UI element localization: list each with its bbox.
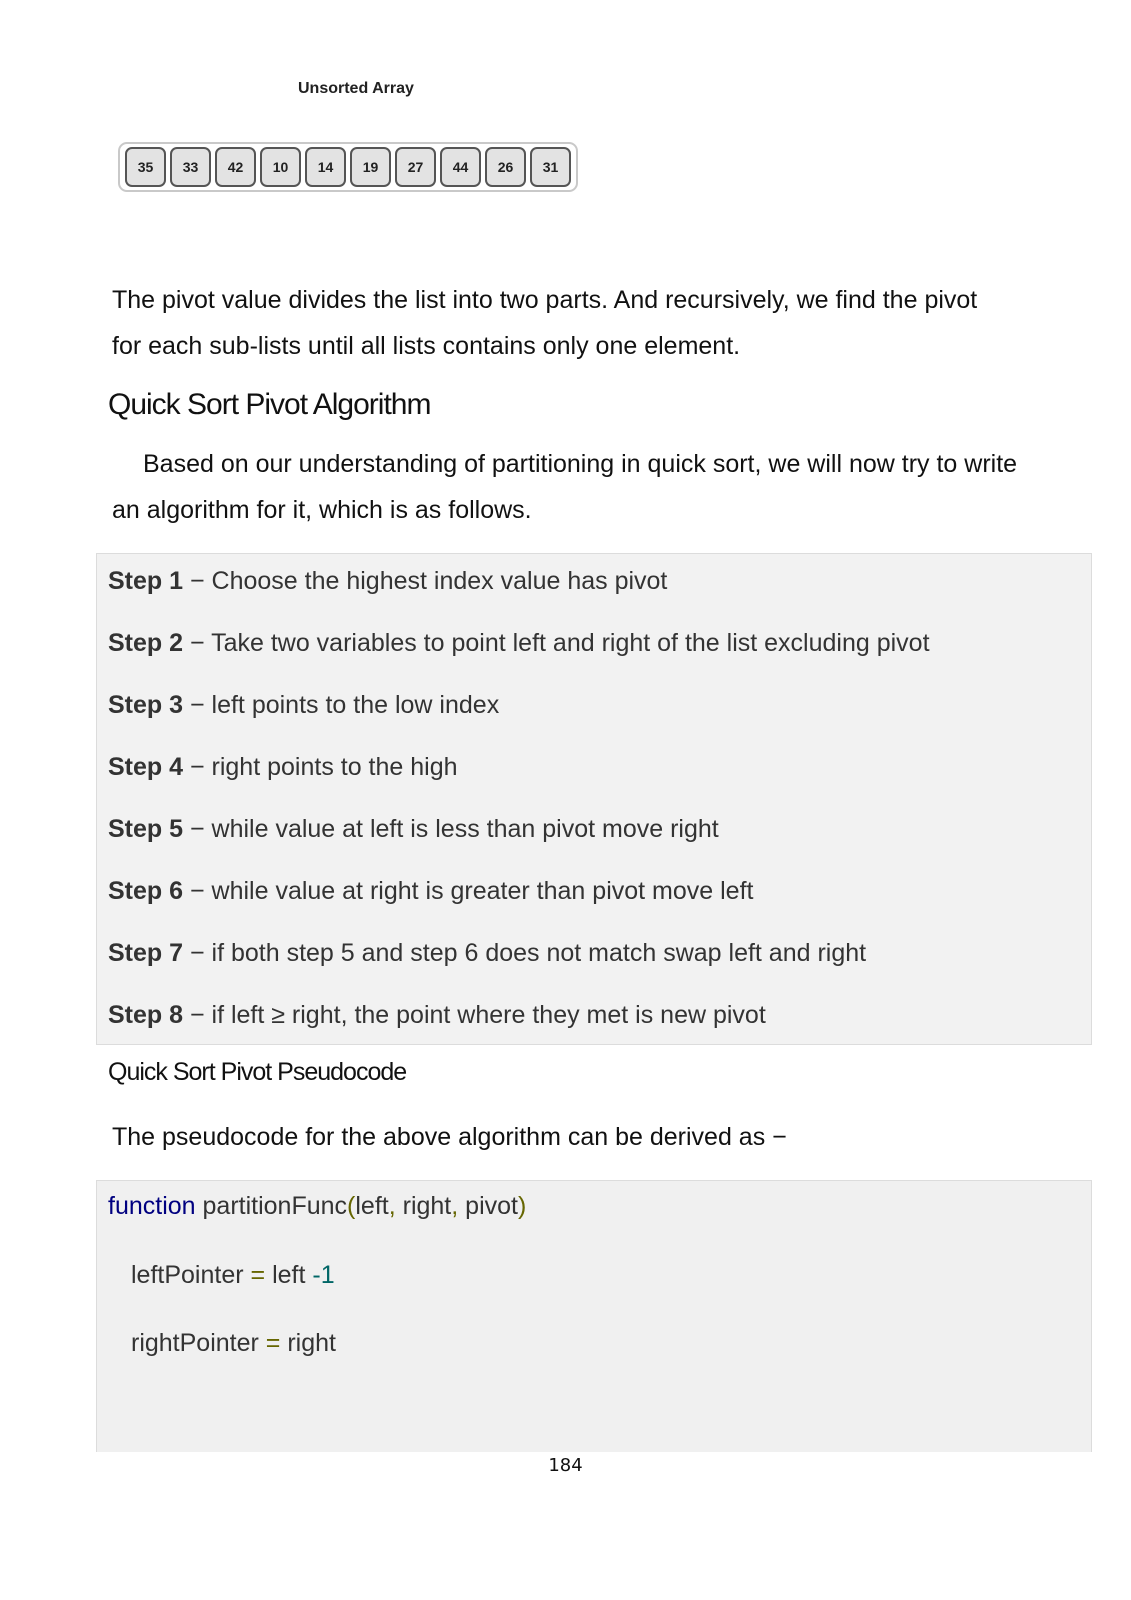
array-cell: 33 — [170, 147, 211, 187]
array-cell: 26 — [485, 147, 526, 187]
intro-line-1: The pivot value divides the list into two parts. And recursively, we find the pivot — [112, 286, 978, 314]
page-number: 184 — [548, 1455, 583, 1476]
step-text: − Choose the highest index value has pivot — [183, 567, 668, 595]
array-cell: 31 — [530, 147, 571, 187]
step-label: Step 6 — [108, 877, 184, 905]
step-3 — [108, 691, 499, 720]
pseudocode-block — [96, 1180, 1092, 1452]
code-operator: = — [250, 1261, 266, 1289]
code-operator: = — [265, 1329, 281, 1357]
code-variable: rightPointer — [131, 1329, 266, 1357]
step-6 — [108, 877, 753, 906]
step-text: − if both step 5 and step 6 does not match swap left and right — [183, 939, 867, 967]
code-line-1 — [108, 1192, 526, 1221]
step-text: − while value at right is greater than pivot move left — [183, 877, 754, 905]
array-cell: 27 — [395, 147, 436, 187]
step-text: − left points to the low index — [183, 691, 500, 719]
step-4 — [108, 753, 458, 782]
unsorted-array-figure — [118, 142, 578, 192]
step-label: Step 4 — [108, 753, 184, 781]
code-arg: right — [395, 1192, 452, 1220]
algorithm-heading: Quick Sort Pivot Algorithm — [108, 388, 431, 421]
step-label: Step 2 — [108, 629, 184, 657]
array-cell: 14 — [305, 147, 346, 187]
code-value: left — [265, 1261, 313, 1289]
algorithm-intro — [112, 441, 1074, 533]
step-label: Step 8 — [108, 1001, 184, 1029]
pseudocode-heading: Quick Sort Pivot Pseudocode — [108, 1058, 407, 1086]
step-text: − if left ≥ right, the point where they met is new pivot — [183, 1001, 766, 1029]
array-cell: 42 — [215, 147, 256, 187]
code-value: right — [280, 1329, 336, 1357]
code-paren-close: ) — [517, 1192, 527, 1220]
code-arg: pivot — [458, 1192, 518, 1220]
intro-line-2: for each sub-lists until all lists contains only one element. — [112, 332, 741, 360]
array-cell: 19 — [350, 147, 391, 187]
step-text: − right points to the high — [183, 753, 458, 781]
algorithm-intro-line-1: Based on our understanding of partitioning in quick sort, we will now try to write — [143, 450, 1018, 478]
array-cell: 10 — [260, 147, 301, 187]
code-arg: left — [355, 1192, 389, 1220]
step-1 — [108, 567, 667, 596]
step-8 — [108, 1001, 766, 1030]
code-line-2 — [131, 1261, 335, 1290]
figure-title: Unsorted Array — [298, 80, 414, 97]
step-text: − Take two variables to point left and right of the list excluding pivot — [183, 629, 930, 657]
code-keyword: function — [108, 1192, 196, 1220]
array-cell: 35 — [125, 147, 166, 187]
code-comma: , — [388, 1192, 396, 1220]
step-label: Step 1 — [108, 567, 184, 595]
step-label: Step 7 — [108, 939, 184, 967]
algorithm-intro-line-2: an algorithm for it, which is as follows. — [112, 496, 532, 524]
step-text: − while value at left is less than pivot move right — [183, 815, 719, 843]
step-label: Step 5 — [108, 815, 184, 843]
code-line-3 — [131, 1329, 336, 1358]
code-paren-open: ( — [347, 1192, 356, 1220]
array-cell: 44 — [440, 147, 481, 187]
intro-paragraph — [112, 277, 1074, 369]
step-2 — [108, 629, 930, 658]
code-number: -1 — [312, 1261, 335, 1289]
algorithm-steps-box — [96, 553, 1092, 1045]
step-7 — [108, 939, 866, 968]
code-variable: leftPointer — [131, 1261, 251, 1289]
code-function-name: partitionFunc — [195, 1192, 348, 1220]
pseudocode-intro: The pseudocode for the above algorithm can be derived as − — [112, 1123, 787, 1151]
step-5 — [108, 815, 719, 844]
code-comma: , — [451, 1192, 459, 1220]
step-label: Step 3 — [108, 691, 184, 719]
